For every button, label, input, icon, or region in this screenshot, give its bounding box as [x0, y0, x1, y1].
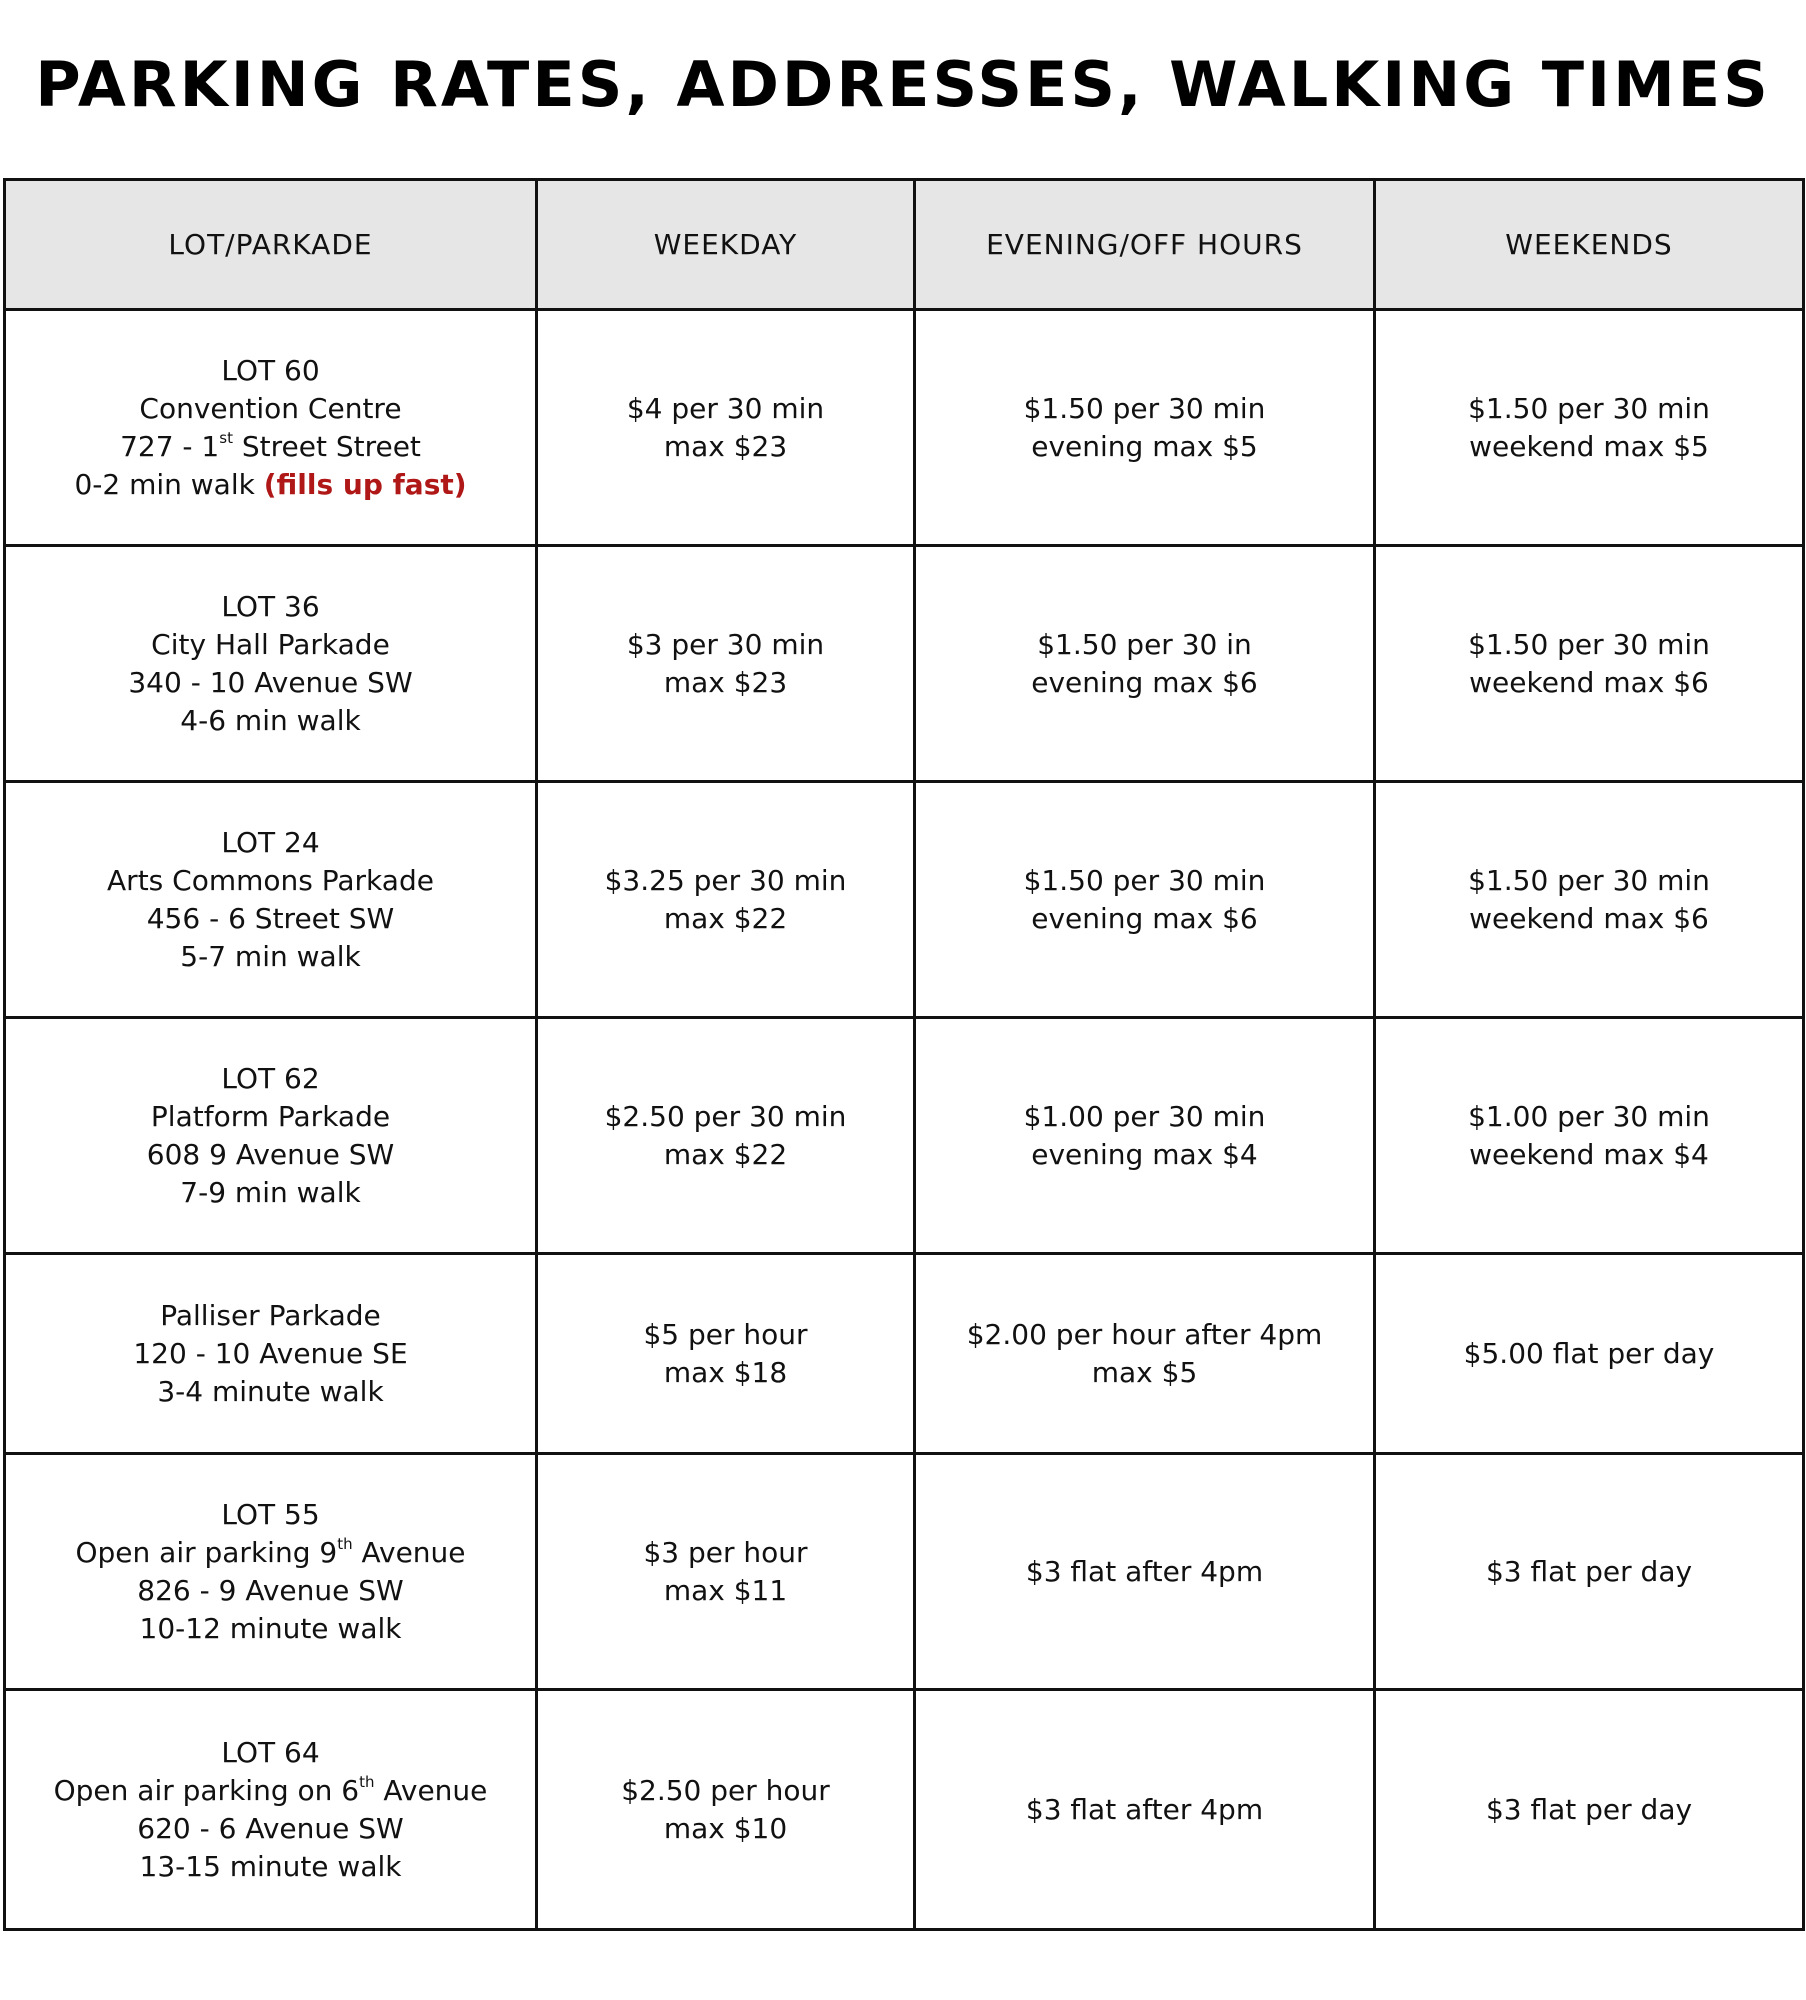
page-title: PARKING RATES, ADDRESSES, WALKING TIMES	[35, 48, 1771, 121]
header-lot: LOT/PARKADE	[5, 180, 537, 310]
lot-walk: 7-9 min walk	[180, 1175, 361, 1209]
lot-cell	[5, 1254, 537, 1454]
weekend-cell: $1.50 per 30 min weekend max $6	[1375, 782, 1804, 1018]
lot-name: LOT 24	[221, 825, 320, 859]
lot-place: Palliser Parkade	[160, 1298, 381, 1332]
weekday-cell: $3 per 30 min max $23	[537, 546, 915, 782]
lot-cell	[5, 1690, 537, 1930]
evening-cell: $1.50 per 30 min evening max $6	[915, 782, 1375, 1018]
lot-place: Convention Centre	[139, 391, 402, 425]
lot-place: Open air parking on 6th Avenue	[53, 1772, 488, 1807]
lot-place: Platform Parkade	[150, 1099, 391, 1133]
lot-name: LOT 62	[221, 1061, 320, 1095]
lot-name: LOT 36	[221, 589, 320, 623]
weekend-cell: $3 flat per day	[1375, 1690, 1804, 1930]
lot-address: 608 9 Avenue SW	[146, 1137, 395, 1171]
table-header-row	[5, 180, 1804, 310]
lot-walk: 0-2 min walk (fills up fast)	[74, 467, 467, 501]
parking-rates-table	[3, 178, 1805, 1931]
weekend-cell: $5.00 flat per day	[1375, 1254, 1804, 1454]
lot-cell	[5, 1018, 537, 1254]
table-row	[5, 782, 1804, 1018]
lot-address: 727 - 1st Street Street	[120, 428, 421, 463]
lot-cell	[5, 310, 537, 546]
lot-address: 120 - 10 Avenue SE	[133, 1336, 408, 1370]
lot-place: Open air parking 9th Avenue	[75, 1534, 466, 1569]
lot-walk: 3-4 minute walk	[157, 1374, 384, 1408]
weekday-cell: $3.25 per 30 min max $22	[537, 782, 915, 1018]
evening-cell: $1.50 per 30 min evening max $5	[915, 310, 1375, 546]
lot-walk: 13-15 minute walk	[139, 1849, 402, 1883]
evening-cell: $1.00 per 30 min evening max $4	[915, 1018, 1375, 1254]
evening-cell: $2.00 per hour after 4pm max $5	[915, 1254, 1375, 1454]
lot-cell	[5, 1454, 537, 1690]
lot-cell	[5, 782, 537, 1018]
lot-walk: 4-6 min walk	[180, 703, 361, 737]
weekday-cell: $3 per hour max $11	[537, 1454, 915, 1690]
fills-up-warning: (fills up fast)	[263, 467, 467, 501]
lot-name: LOT 55	[221, 1497, 320, 1531]
table-row	[5, 1454, 1804, 1690]
weekday-cell: $2.50 per 30 min max $22	[537, 1018, 915, 1254]
weekend-cell: $1.50 per 30 min weekend max $5	[1375, 310, 1804, 546]
weekday-cell: $4 per 30 min max $23	[537, 310, 915, 546]
lot-place: Arts Commons Parkade	[107, 863, 434, 897]
lot-address: 620 - 6 Avenue SW	[137, 1811, 404, 1845]
table-row	[5, 1690, 1804, 1930]
lot-name: LOT 60	[221, 353, 320, 387]
lot-place: City Hall Parkade	[151, 627, 390, 661]
header-weekends: WEEKENDS	[1375, 180, 1804, 310]
header-weekday: WEEKDAY	[537, 180, 915, 310]
evening-cell: $3 flat after 4pm	[915, 1454, 1375, 1690]
evening-cell: $1.50 per 30 in evening max $6	[915, 546, 1375, 782]
weekday-cell: $2.50 per hour max $10	[537, 1690, 915, 1930]
table-row	[5, 310, 1804, 546]
table-row	[5, 1018, 1804, 1254]
weekend-cell: $3 flat per day	[1375, 1454, 1804, 1690]
lot-address: 340 - 10 Avenue SW	[128, 665, 413, 699]
lot-walk: 10-12 minute walk	[139, 1611, 402, 1645]
header-evening: EVENING/OFF HOURS	[915, 180, 1375, 310]
table-row	[5, 546, 1804, 782]
lot-address: 456 - 6 Street SW	[146, 901, 395, 935]
lot-cell	[5, 546, 537, 782]
table-row	[5, 1254, 1804, 1454]
lot-address: 826 - 9 Avenue SW	[137, 1573, 404, 1607]
weekend-cell: $1.00 per 30 min weekend max $4	[1375, 1018, 1804, 1254]
weekday-cell: $5 per hour max $18	[537, 1254, 915, 1454]
lot-name: LOT 64	[221, 1735, 320, 1769]
evening-cell: $3 flat after 4pm	[915, 1690, 1375, 1930]
weekend-cell: $1.50 per 30 min weekend max $6	[1375, 546, 1804, 782]
lot-walk: 5-7 min walk	[180, 939, 361, 973]
